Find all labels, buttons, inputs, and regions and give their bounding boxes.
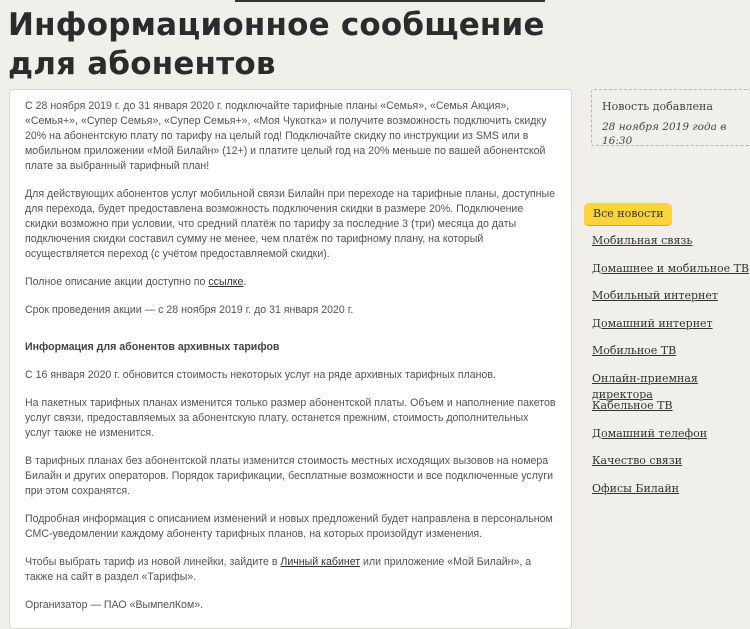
news-added-date: 28 ноября 2019 года в 16:30 <box>602 121 727 147</box>
news-added-box <box>591 89 750 146</box>
category-link-cable-tv[interactable]: Кабельное ТВ <box>592 399 673 412</box>
personal-account-link[interactable]: Личный кабинет <box>280 556 361 568</box>
category-link-home-internet[interactable]: Домашний интернет <box>592 316 713 330</box>
article-paragraph: На пакетных тарифных планах изменится только размер абонентской платы. Объем и наполнение пакетов услуг связи, предоставляемых за абонентскую плату, останется прежним, стоимость дополнительных услуг также не изменится. <box>25 397 556 439</box>
category-link-mobile-tv[interactable]: Мобильное ТВ <box>592 344 677 357</box>
text-span: Полное описание акции доступно по <box>25 276 209 288</box>
category-link-mobile[interactable]: Мобильная связь <box>592 234 693 247</box>
top-divider <box>235 0 545 2</box>
all-news-button[interactable]: Все новости <box>584 203 672 225</box>
text-span: Чтобы выбрать тариф из новой линейки, зайдите в <box>25 556 281 568</box>
article-paragraph: Срок проведения акции — с 28 ноября 2019 г. до 31 января 2020 г. <box>25 304 354 316</box>
article-paragraph: С 28 ноября 2019 г. до 31 января 2020 г. подключайте тарифные планы «Семья», «Семья Акция», «Семья+», «Супер Семья», «Супер Семья+», «Моя Чукотка» и получите возможность подключить скидку 20% на абонентскую плату по тарифу на целый год! Подключайте скидку по инструкции из SMS или в мобильном приложении «Мой Билайн» (12+) и платите целый год на 20% меньше по вашей абонентской плате за выбранный тарифный план! <box>25 100 547 172</box>
article-paragraph <box>25 555 556 585</box>
article-body <box>9 89 572 629</box>
article-paragraph <box>25 275 556 290</box>
news-category-nav <box>583 203 750 508</box>
category-link-director-reception[interactable]: Онлайн-приемная директора <box>592 371 698 401</box>
article-paragraph: С 16 января 2020 г. обновится стоимость некоторых услуг на ряде архивных тарифных планов. <box>25 369 496 381</box>
article-paragraph: В тарифных планах без абонентской платы изменится стоимость местных исходящих вызовов на номера Билайн и других операторов. Порядок тарификации, бесплатные возможности и все подключенные услуги при этом сохранятся. <box>25 455 553 497</box>
section-subheading: Информация для абонентов архивных тарифов <box>25 341 280 353</box>
news-added-label: Новость добавлена <box>602 100 713 113</box>
article-paragraph: Для действующих абонентов услуг мобильной связи Билайн при переходе на тарифные планы, доступные для перехода, будет предоставлена возможность подключения скидки в размере 20%. Подключение скидки возможно при условии, что средний платёж по тарифу за последние 3 (три) месяца до даты подключения скидки составил сумму не менее, чем платёж по тарифному плану, на который осуществляется переход (с учётом предоставляемой скидки). <box>25 188 556 260</box>
text-span: . <box>243 276 247 288</box>
article-paragraph: Организатор — ПАО «ВымпелКом». <box>25 599 204 611</box>
category-link-home-mobile-tv[interactable]: Домашнее и мобильное ТВ <box>592 261 750 275</box>
category-link-mobile-internet[interactable]: Мобильный интернет <box>592 289 718 302</box>
article-paragraph: Подробная информация с описанием изменений и новых предложений будет направлена в персональном СМС-уведомлении каждому абоненту тарифных планов, на которых произойдут изменения. <box>25 513 553 540</box>
category-link-offices[interactable]: Офисы Билайн <box>592 481 679 495</box>
page-title: Информационное сообщение для абонентов <box>8 7 545 82</box>
category-link-home-phone[interactable]: Домашний телефон <box>592 426 708 440</box>
promo-details-link[interactable]: ссылке <box>208 276 244 288</box>
category-link-quality[interactable]: Качество связи <box>592 454 683 467</box>
text-span: или приложение «Мой Билайн», а также на сайт в раздел «Тарифы». <box>25 556 532 583</box>
